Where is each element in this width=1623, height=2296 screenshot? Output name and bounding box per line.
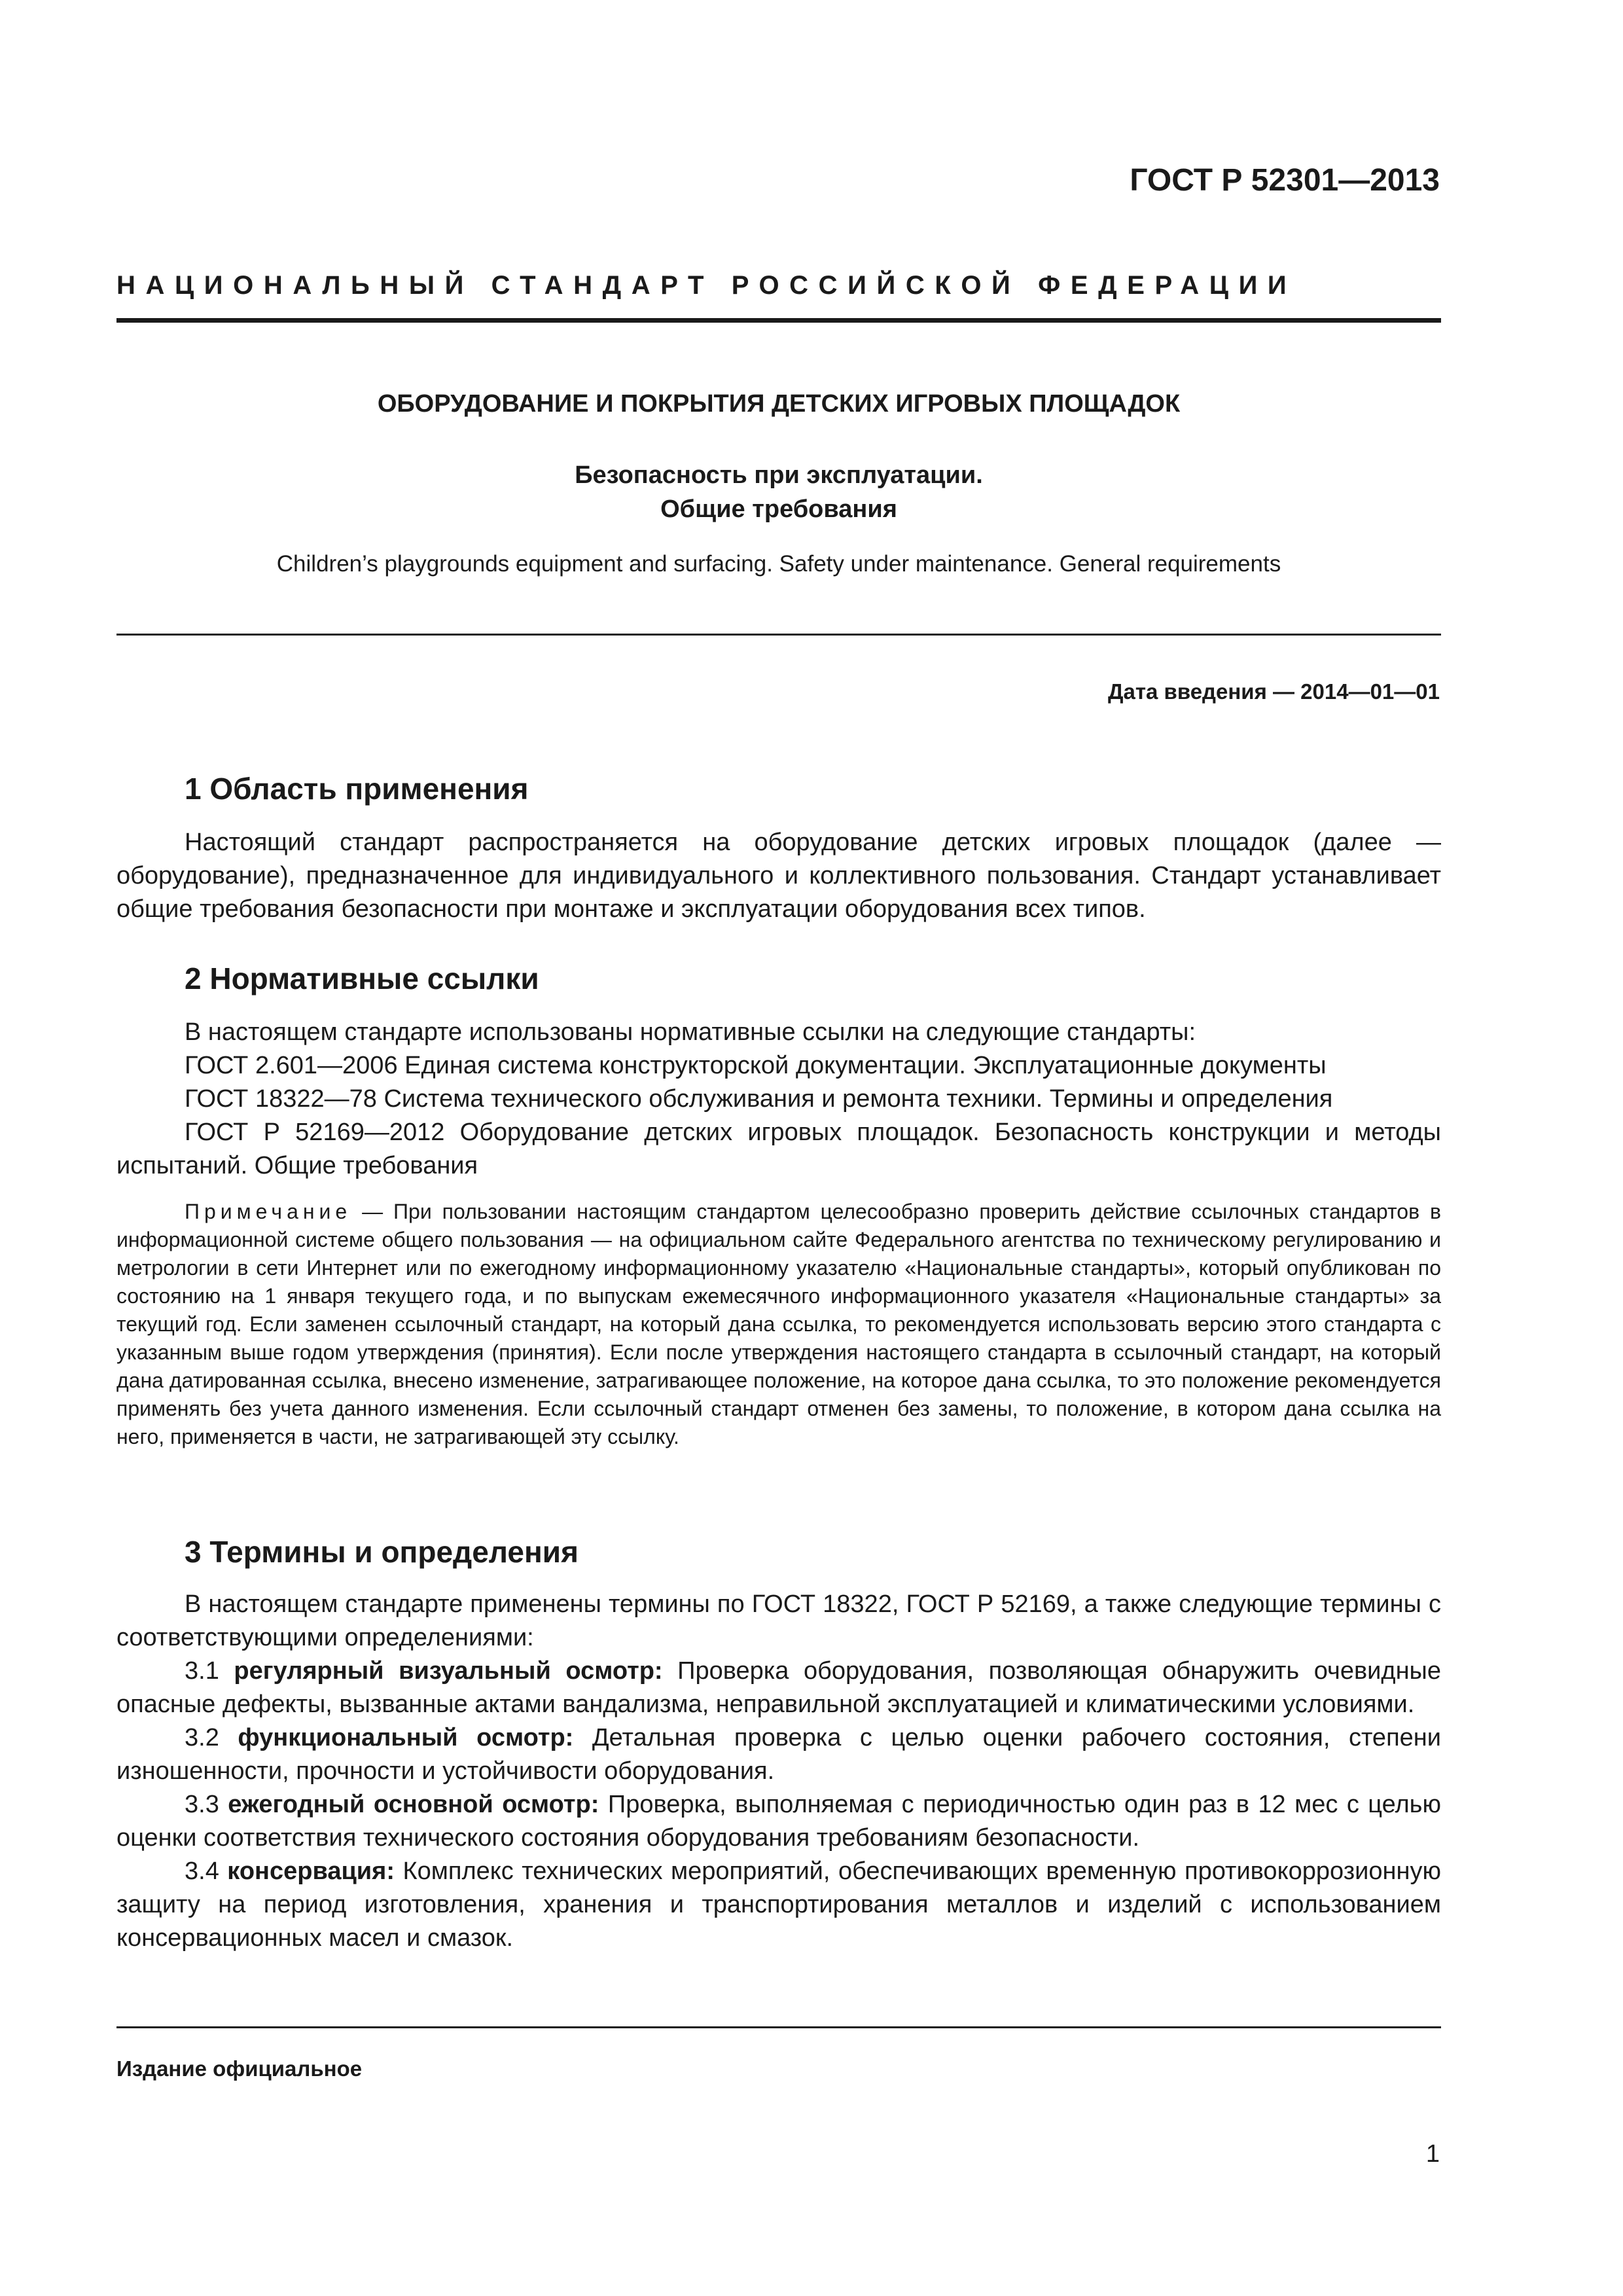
term-item — [116, 1788, 1441, 1855]
references-intro: В настоящем стандарте использованы нормативные ссылки на следующие стандарты: — [185, 1018, 1196, 1046]
document-subtitle — [116, 458, 1441, 526]
references-note — [116, 1198, 1441, 1451]
page-number: 1 — [1425, 2140, 1440, 2168]
reference-item: ГОСТ Р 52169—2012 Оборудование детских игровых площадок. Безопасность конструкции и методы испытаний. Общие требования — [116, 1119, 1441, 1179]
term-name: функциональный осмотр: — [238, 1724, 574, 1751]
term-item — [116, 1721, 1441, 1788]
term-definition: Проверка, выполняемая с периодичностью один раз в 12 мес с целью оценки соответствия технического состояния оборудования требованиям безопасности. — [116, 1791, 1441, 1852]
term-item — [116, 1855, 1441, 1955]
term-definition: Комплекс технических мероприятий, обеспечивающих временную противокоррозионную защиту на период изготовления, хранения и транспортирования металлов и изделий с использованием консервационных масел и смазок. — [116, 1857, 1441, 1952]
national-standard-banner: НАЦИОНАЛЬНЫЙ СТАНДАРТ РОССИЙСКОЙ ФЕДЕРАЦИИ — [116, 271, 1297, 300]
note-text: — При пользовании настоящим стандартом целесообразно проверить действие ссылочных стандартов в информационной системе общего пользования — на официальном сайте Федерального агентства по техническому регулированию и метрологии в сети Интернет или по ежегодному информационному указателю «Национальные стандарты», который опубликован по состоянию на 1 января текущего года, и по выпускам ежемесячного информационного указателя «Национальные стандарты» за текущий год. Если заменен ссылочный стандарт, на который дана ссылка, то рекомендуется использовать версию этого стандарта с указанным выше годом утверждения (принятия). Если после утверждения настоящего стандарта в ссылочный стандарт, на который дана датированная ссылка, внесено изменение, затрагивающее положение, на которое дана ссылка, то это положение рекомендуется применять без учета данного изменения. Если ссылочный стандарт отменен без замены, то положение, в котором дана ссылка на него, применяется в части, не затрагивающей эту ссылку. — [116, 1200, 1441, 1448]
terms-intro: В настоящем стандарте применены термины по ГОСТ 18322, ГОСТ Р 52169, а также следующие термины с соответствующими определениями: — [116, 1590, 1441, 1651]
term-definition: Проверка оборудования, позволяющая обнаружить очевидные опасные дефекты, вызванные актами вандализма, неправильной эксплуатацией и климатическими условиями. — [116, 1657, 1441, 1718]
header-rule — [116, 318, 1441, 323]
document-title: ОБОРУДОВАНИЕ И ПОКРЫТИЯ ДЕТСКИХ ИГРОВЫХ ПЛОЩАДОК — [377, 390, 1181, 418]
note-paragraph — [116, 1198, 1441, 1451]
section-2-body — [116, 1016, 1441, 1183]
subtitle-line-1: Безопасность при эксплуатации. — [575, 461, 983, 489]
term-name: ежегодный основной осмотр: — [228, 1791, 599, 1818]
section-1-paragraph: Настоящий стандарт распространяется на оборудование детских игровых площадок (далее — оборудование), предназначенное для индивидуального и коллективного пользования. Стандарт устанавливает общие требования безопасности при монтаже и эксплуатации оборудования всех типов. — [116, 829, 1441, 923]
term-definition: Детальная проверка с целью оценки рабочего состояния, степени изношенности, прочности и устойчивости оборудования. — [116, 1724, 1441, 1785]
section-3-heading: 3 Термины и определения — [185, 1535, 579, 1569]
section-1-heading: 1 Область применения — [185, 772, 529, 806]
reference-item: ГОСТ 2.601—2006 Единая система конструкторской документации. Эксплуатационные документы — [185, 1052, 1327, 1079]
term-name: регулярный визуальный осмотр: — [234, 1657, 663, 1685]
term-name: консервация: — [227, 1857, 395, 1885]
section-2-heading: 2 Нормативные ссылки — [185, 961, 539, 996]
term-item — [116, 1655, 1441, 1721]
title-rule — [116, 634, 1441, 636]
english-title: Children’s playgrounds equipment and surfacing. Safety under maintenance. General requirements — [276, 551, 1281, 577]
section-3-body — [116, 1588, 1441, 1955]
footer-rule — [116, 2026, 1441, 2028]
official-edition-label: Издание официальное — [116, 2056, 363, 2081]
note-label: Примечание — [185, 1200, 352, 1223]
subtitle-line-2: Общие требования — [660, 495, 897, 523]
gost-number: ГОСТ Р 52301—2013 — [1130, 163, 1440, 198]
reference-item: ГОСТ 18322—78 Система технического обслуживания и ремонта техники. Термины и определения — [185, 1085, 1333, 1113]
term-number: 3.2 — [185, 1724, 238, 1751]
term-number: 3.1 — [185, 1657, 234, 1685]
term-number: 3.4 — [185, 1857, 228, 1885]
section-1-body — [116, 826, 1441, 926]
term-number: 3.3 — [185, 1791, 228, 1818]
introduction-date: Дата введения — 2014—01—01 — [1108, 679, 1440, 704]
